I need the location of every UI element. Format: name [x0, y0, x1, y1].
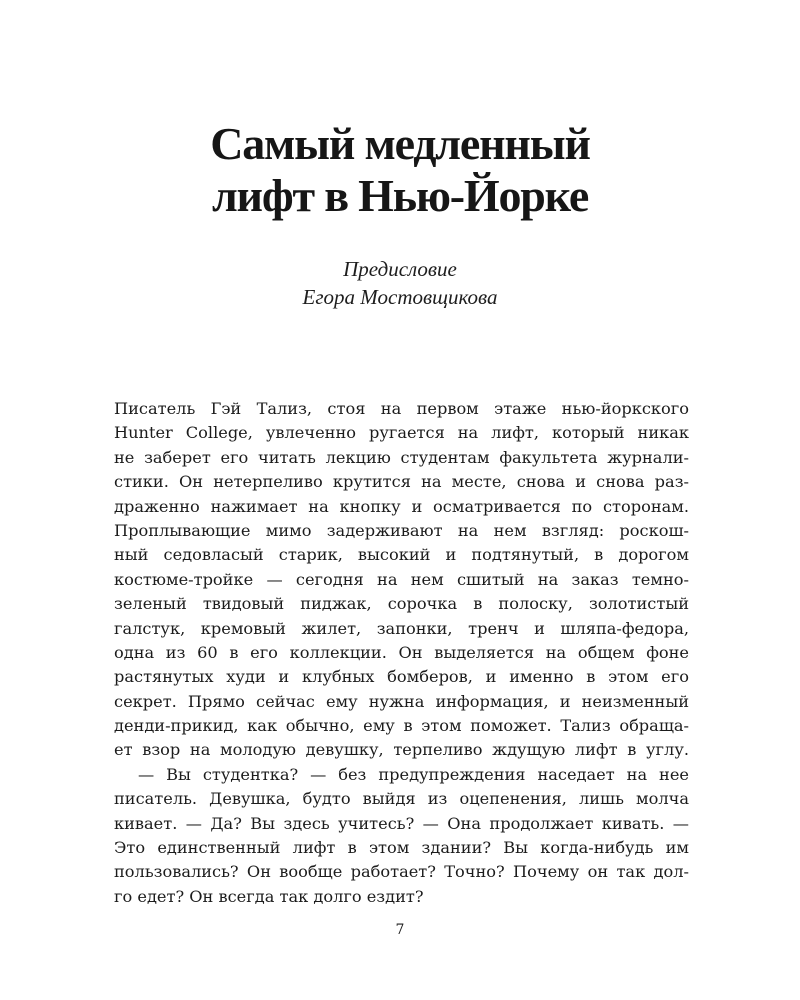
text-line: кивает. — Да? Вы здесь учитесь? — Она продолжает кивать. — — [114, 813, 689, 833]
chapter-title-line-2: лифт в Нью-Йорке — [211, 170, 589, 221]
text-line: ет взор на молодую девушку, терпеливо ждущую лифт в углу. — [114, 740, 689, 760]
text-line: писатель. Девушка, будто выйдя из оцепенения, лишь молча — [114, 789, 689, 809]
byline-line-2: Егора Мостовщикова — [302, 285, 498, 309]
text-line: не заберет его читать лекцию студентам факультета журнали- — [114, 447, 689, 467]
text-line: ный седовласый старик, высокий и подтянутый, в дорогом — [114, 545, 689, 565]
body-text — [114, 397, 689, 909]
text-line: Писатель Гэй Тализ, стоя на первом этаже нью-йоркского — [114, 399, 689, 418]
text-line: костюме-тройке — сегодня на нем сшитый на заказ темно- — [114, 569, 689, 589]
page-number: 7 — [395, 922, 405, 938]
text-line: Hunter College, увлеченно ругается на лифт, который никак — [114, 423, 689, 443]
text-line: секрет. Прямо сейчас ему нужна информация, и неизменный — [114, 691, 689, 711]
text-line: растянутых худи и клубных бомберов, и именно в этом его — [114, 667, 689, 687]
text-line: зеленый твидовый пиджак, сорочка в полоску, золотистый — [114, 594, 689, 614]
byline-line-1: Предисловие — [343, 257, 457, 281]
chapter-title-line-1: Самый медленный — [210, 118, 590, 169]
text-line: стики. Он нетерпеливо крутится на месте, снова и снова раз- — [114, 472, 689, 492]
text-line: го едет? Он всегда так долго ездит? — [114, 886, 424, 906]
text-line: пользовались? Он вообще работает? Точно? Почему он так дол- — [114, 862, 689, 882]
text-line: драженно нажимает на кнопку и осматривается по сторонам. — [114, 496, 689, 516]
text-line: галстук, кремовый жилет, запонки, тренч и шляпа-федора, — [114, 618, 689, 638]
text-line: Это единственный лифт в этом здании? Вы когда-нибудь им — [114, 838, 689, 858]
text-line: одна из 60 в его коллекции. Он выделяется на общем фоне — [114, 642, 689, 662]
text-line-paragraph-start: — Вы студентка? — без предупреждения наседает на нее — [138, 764, 689, 784]
text-line: Проплывающие мимо задерживают на нем взгляд: роскош- — [114, 520, 689, 540]
text-line: денди-прикид, как обычно, ему в этом поможет. Тализ обраща- — [114, 716, 689, 736]
